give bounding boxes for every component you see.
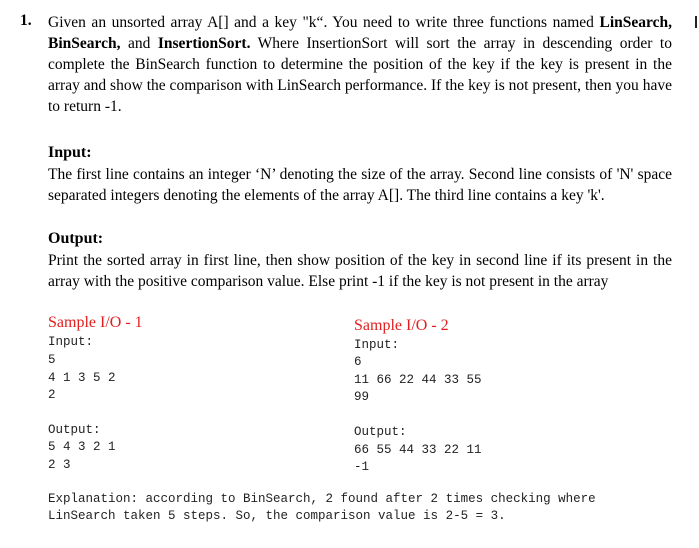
problem-text-1: Given an unsorted array A[] and a key "k“. You need to write three functions named — [48, 14, 600, 31]
problem-text-4: Where InsertionSort will sort the array in descending order to complete the BinSearch function to determine the position of the key if the key is present in the array and show the comparison with LinSearch performance. If the key is not present, then you have to return -1. — [48, 35, 672, 115]
sample-2-title: Sample I/O - 2 — [354, 317, 449, 334]
problem-statement — [48, 12, 672, 117]
sample-1-input-line-3: 2 — [48, 388, 56, 402]
insertionsort-keyword: InsertionSort. — [157, 35, 251, 52]
input-description: The first line contains an integer ‘N’ denoting the size of the array. Second line consists of 'N' space separated integers denoting the elements of the array A[]. The third line contains a key 'k'. — [48, 166, 672, 204]
sample-2-output-line-2: -1 — [354, 460, 370, 474]
output-description: Print the sorted array in first line, then show position of the key in second line if its present in the array with the positive comparison value. Else print -1 if the key is not present in the array — [48, 252, 672, 290]
output-heading: Output: — [48, 230, 104, 247]
sample-1-output-line-2: 2 3 — [48, 458, 71, 472]
sample-2-input-line-3: 99 — [354, 390, 370, 404]
linsearch-keyword: LinSearch, — [599, 14, 672, 31]
explanation-line-2: LinSearch taken 5 steps. So, the comparison value is 2-5 = 3. — [48, 509, 506, 523]
binsearch-keyword: BinSearch, — [48, 35, 121, 52]
sample-1-title: Sample I/O - 1 — [48, 314, 143, 331]
sample-1-input-line-2: 4 1 3 5 2 — [48, 371, 116, 385]
sample-2-output-label: Output: — [354, 425, 407, 439]
sample-1-output-label: Output: — [48, 423, 101, 437]
question-number: 1. — [20, 12, 32, 29]
problem-text-3: and — [120, 35, 158, 52]
explanation-line-1: Explanation: according to BinSearch, 2 found after 2 times checking where — [48, 492, 596, 506]
page-edge-mark — [695, 16, 697, 28]
input-heading: Input: — [48, 144, 92, 161]
sample-1-input-line-1: 5 — [48, 353, 56, 367]
sample-1-output-line-1: 5 4 3 2 1 — [48, 440, 116, 454]
sample-2-output-line-1: 66 55 44 33 22 11 — [354, 443, 482, 457]
sample-2-input-line-1: 6 — [354, 355, 362, 369]
sample-1-input-label: Input: — [48, 335, 94, 349]
sample-2-input-label: Input: — [354, 338, 400, 352]
sample-2-input-line-2: 11 66 22 44 33 55 — [354, 373, 482, 387]
